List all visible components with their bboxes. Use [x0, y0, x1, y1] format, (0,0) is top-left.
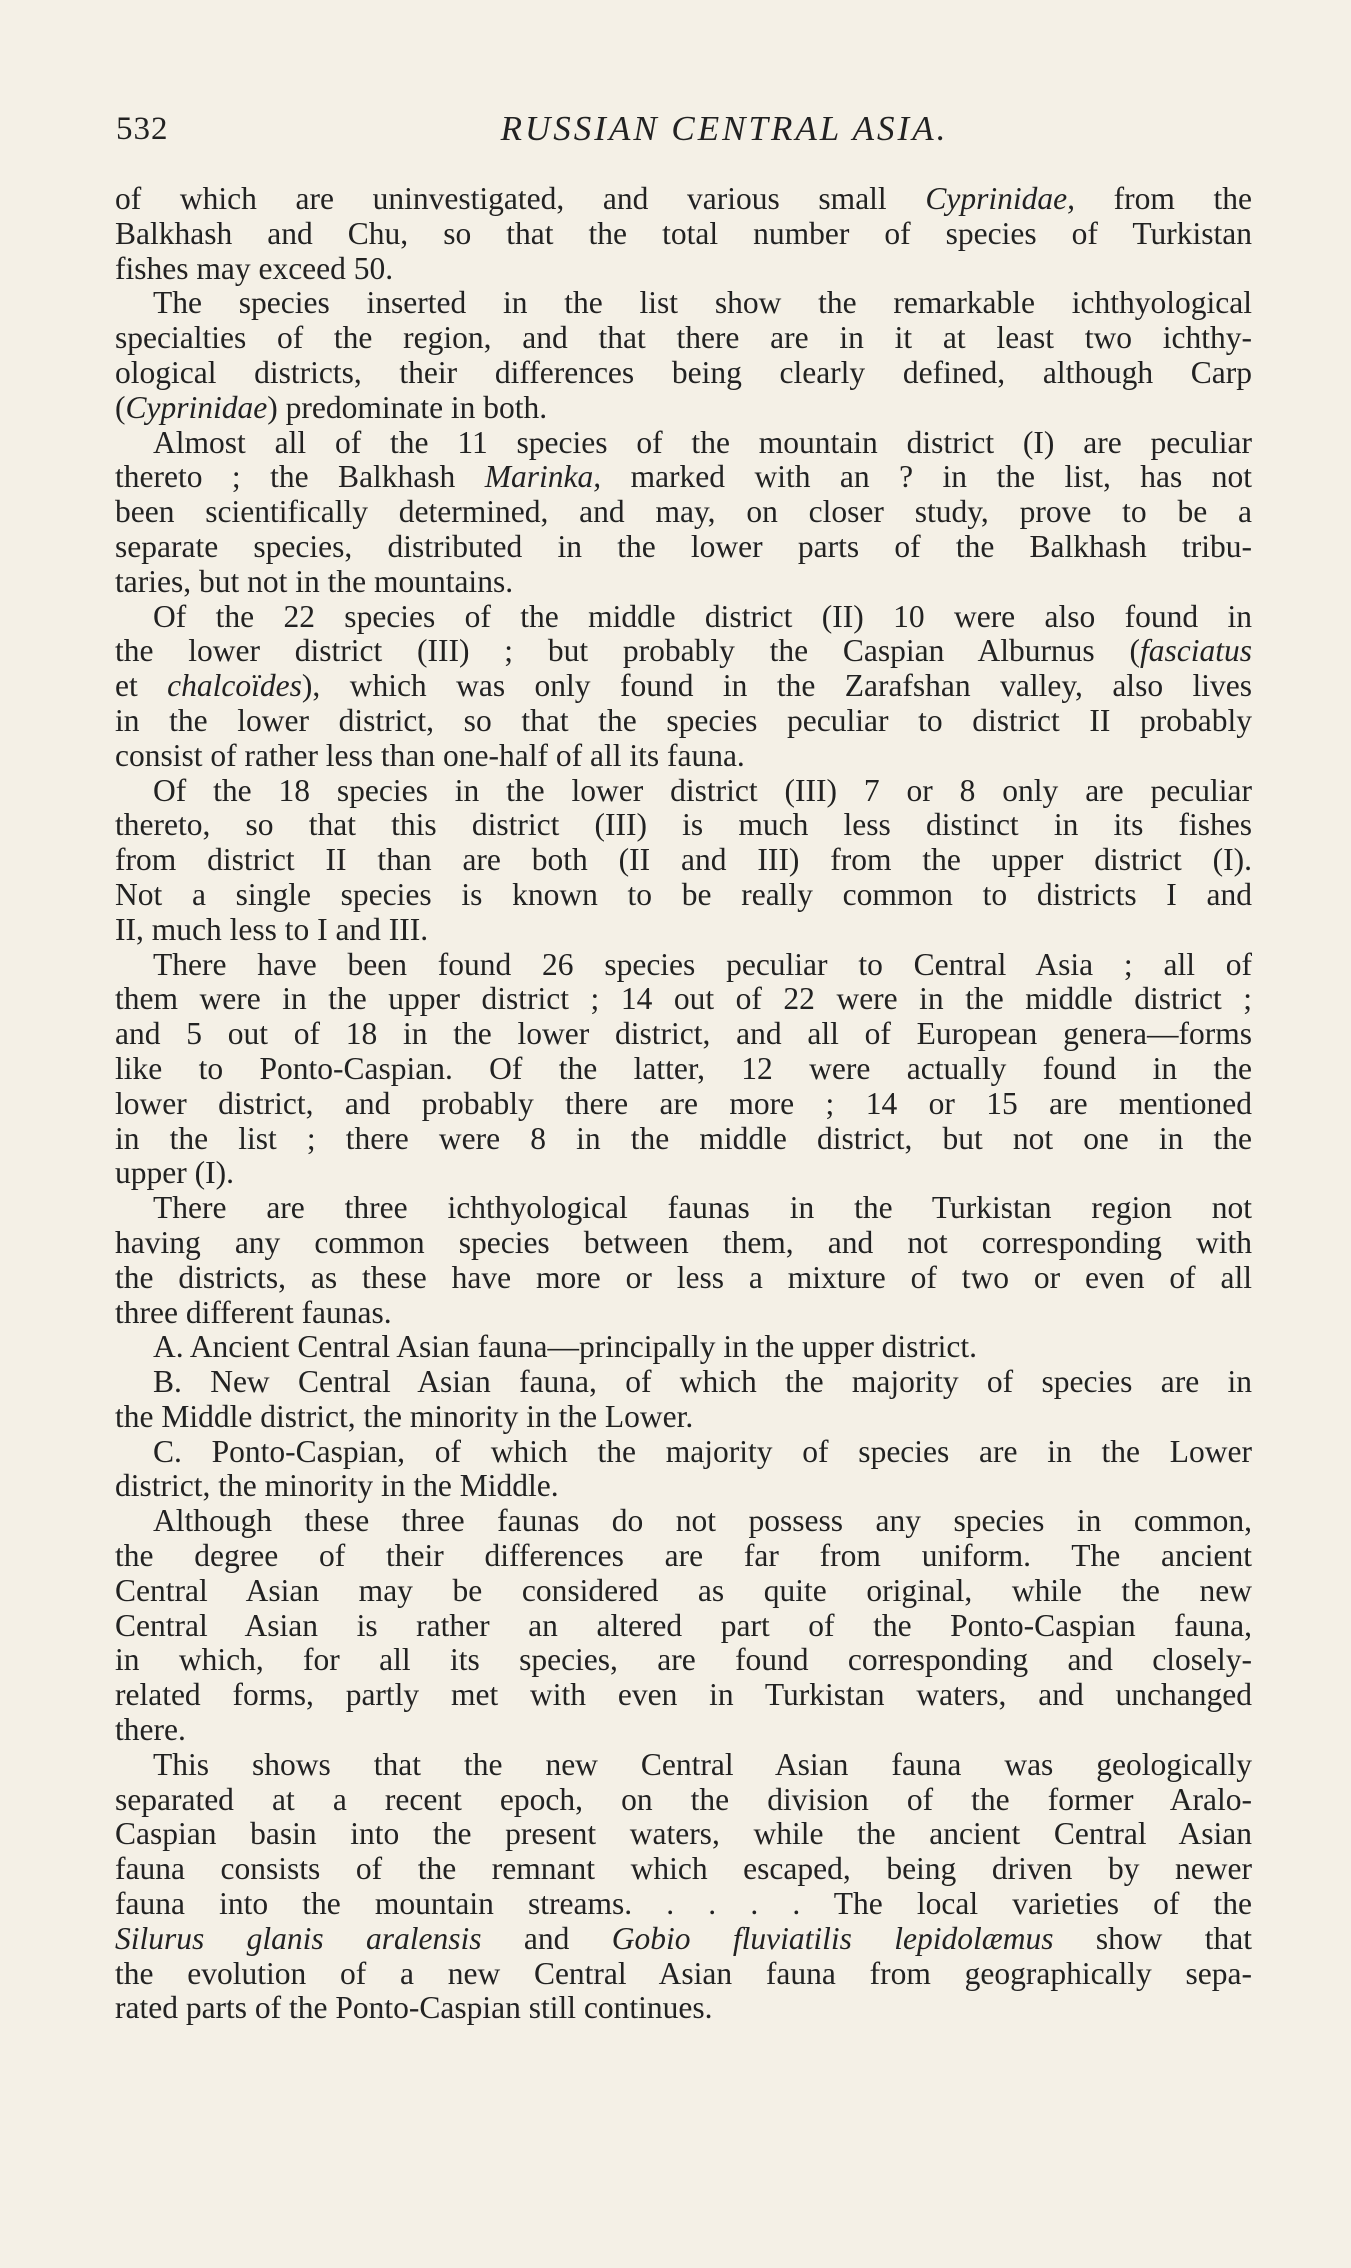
text-run: C. Ponto-Caspian, of which the majority of species are in the Lower — [153, 1433, 1252, 1469]
text-run: ological districts, their differences being clearly defined, although Carp — [115, 354, 1252, 390]
text-run: having any common species between them, and not corresponding with — [115, 1224, 1252, 1260]
text-run: consist of rather less than one-half of all its fauna. — [115, 737, 745, 773]
italic-text: Gobio fluviatilis lepidolæmus — [611, 1920, 1054, 1956]
italic-text: Cyprinidae — [125, 389, 268, 425]
text-line — [115, 669, 1252, 704]
text-line — [115, 321, 1252, 356]
text-line — [115, 1922, 1252, 1957]
text-run: rated parts of the Ponto-Caspian still continues. — [115, 1990, 713, 2026]
text-line — [115, 808, 1252, 843]
text-line — [115, 1052, 1252, 1087]
text-run: from the — [1074, 181, 1253, 216]
text-run: the lower district (III) ; but probably the Caspian Alburnus ( — [115, 633, 1140, 669]
text-line — [115, 1191, 1252, 1226]
text-line — [115, 530, 1252, 565]
text-line — [115, 1017, 1252, 1052]
text-run: lower district, and probably there are more ; 14 or 15 are mentioned — [115, 1085, 1252, 1121]
text-line — [115, 1504, 1252, 1539]
text-run: Caspian basin into the present waters, while the ancient Central Asian — [115, 1816, 1252, 1852]
text-line — [115, 704, 1252, 739]
text-run: thereto ; the Balkhash — [115, 459, 485, 495]
text-line — [115, 286, 1252, 321]
running-title: RUSSIAN CENTRAL ASIA. — [500, 109, 949, 148]
text-line — [115, 1609, 1252, 1644]
text-line — [115, 217, 1252, 252]
text-line — [115, 252, 1252, 287]
text-line — [115, 1852, 1252, 1887]
text-line — [115, 460, 1252, 495]
text-run: thereto, so that this district (III) is much less distinct in its fishes — [115, 807, 1252, 843]
text-line — [115, 1365, 1252, 1400]
text-line — [115, 1156, 1252, 1191]
text-run: A. Ancient Central Asian fauna—principally in the upper district. — [153, 1329, 978, 1365]
text-run: there. — [115, 1712, 186, 1748]
text-run: ), which was only found in the Zarafshan valley, also lives — [301, 668, 1253, 704]
text-run: fauna consists of the remnant which escaped, being driven by newer — [115, 1851, 1252, 1887]
text-line — [115, 1957, 1252, 1992]
text-run: B. New Central Asian fauna, of which the majority of species are in — [153, 1364, 1252, 1400]
text-line — [115, 913, 1252, 948]
text-line — [115, 774, 1252, 809]
text-run: specialties of the region, and that there are in it at least two ichthy- — [115, 320, 1252, 356]
text-line — [115, 1887, 1252, 1922]
text-run: fishes may exceed 50. — [115, 250, 394, 286]
text-run: separated at a recent epoch, on the division of the former Aralo- — [115, 1781, 1252, 1817]
text-run: This shows that the new Central Asian fauna was geologically — [153, 1746, 1252, 1782]
italic-text: chalcoïdes — [167, 668, 302, 704]
text-run: Balkhash and Chu, so that the total number of species of Turkistan — [115, 215, 1252, 251]
text-run: in the lower district, so that the species peculiar to district II probably — [115, 702, 1252, 738]
text-run: the Middle district, the minority in the Lower. — [115, 1398, 694, 1434]
body-text — [115, 182, 1252, 2026]
text-run: of which are uninvestigated, and various small — [115, 181, 926, 216]
text-line — [115, 878, 1252, 913]
italic-text: Marinka, — [484, 459, 602, 495]
text-line — [115, 1643, 1252, 1678]
text-run: three different faunas. — [115, 1294, 392, 1330]
text-line — [115, 1122, 1252, 1157]
text-run: and — [481, 1920, 612, 1956]
text-run: Not a single species is known to be really common to districts I and — [115, 876, 1252, 912]
text-run: There are three ichthyological faunas in the Turkistan region not — [153, 1190, 1252, 1226]
text-line — [115, 1574, 1252, 1609]
text-line — [115, 1296, 1252, 1331]
text-line — [115, 1226, 1252, 1261]
text-line — [115, 843, 1252, 878]
italic-text: Cyprinidae, — [925, 181, 1075, 216]
text-run: the degree of their differences are far from uniform. The ancient — [115, 1538, 1252, 1574]
text-line — [115, 1817, 1252, 1852]
text-run: like to Ponto-Caspian. Of the latter, 12 were actually found in the — [115, 1050, 1252, 1086]
text-run: Central Asian is rather an altered part of the Ponto-Caspian fauna, — [115, 1607, 1252, 1643]
text-line — [115, 1713, 1252, 1748]
text-run: and 5 out of 18 in the lower district, and all of European genera—forms — [115, 1016, 1252, 1052]
text-line — [115, 565, 1252, 600]
text-line — [115, 391, 1252, 426]
text-run: fauna into the mountain streams. . . . . The local varieties of the — [115, 1886, 1252, 1922]
text-line — [115, 948, 1252, 983]
text-line — [115, 1678, 1252, 1713]
text-run: in the list ; there were 8 in the middle district, but not one in the — [115, 1120, 1252, 1156]
page-number: 532 — [116, 111, 169, 147]
text-run: There have been found 26 species peculiar to Central Asia ; all of — [153, 946, 1252, 982]
text-run: ) predominate in both. — [267, 389, 548, 425]
text-line — [115, 739, 1252, 774]
text-line — [115, 495, 1252, 530]
text-line — [115, 1087, 1252, 1122]
text-run: marked with an ? in the list, has not — [601, 459, 1252, 495]
running-head — [116, 105, 1253, 155]
text-line — [115, 1991, 1252, 2026]
text-line — [115, 182, 1252, 217]
text-run: the districts, as these have more or less a mixture of two or even of all — [115, 1259, 1252, 1295]
text-run: upper (I). — [115, 1155, 234, 1191]
text-run: related forms, partly met with even in Turkistan waters, and unchanged — [115, 1677, 1252, 1713]
text-run: been scientifically determined, and may, on closer study, prove to be a — [115, 494, 1252, 530]
text-run: separate species, distributed in the lower parts of the Balkhash tribu- — [115, 528, 1252, 564]
text-run: taries, but not in the mountains. — [115, 563, 514, 599]
text-line — [115, 1261, 1252, 1296]
text-run: et — [115, 668, 168, 704]
text-run: ( — [115, 389, 126, 425]
italic-text: fasciatus — [1139, 633, 1252, 669]
text-line — [115, 982, 1252, 1017]
text-run: the evolution of a new Central Asian fauna from geographically sepa- — [115, 1955, 1252, 1991]
text-line — [115, 1539, 1252, 1574]
text-run: Central Asian may be considered as quite original, while the new — [115, 1572, 1252, 1608]
text-line — [115, 356, 1252, 391]
text-run: show that — [1053, 1920, 1252, 1956]
text-run: Of the 18 species in the lower district (III) 7 or 8 only are peculiar — [153, 772, 1252, 808]
text-run: them were in the upper district ; 14 out of 22 were in the middle district ; — [115, 981, 1252, 1017]
text-run: The species inserted in the list show the remarkable ichthyological — [153, 285, 1252, 321]
text-line — [115, 1435, 1252, 1470]
text-run: from district II than are both (II and III) from the upper district (I). — [115, 842, 1252, 878]
text-run: Although these three faunas do not possess any species in common, — [153, 1503, 1252, 1539]
text-run: II, much less to I and III. — [115, 911, 429, 947]
text-line — [115, 1783, 1252, 1818]
text-run: Almost all of the 11 species of the mountain district (I) are peculiar — [153, 424, 1252, 460]
text-line — [115, 1330, 1252, 1365]
text-line — [115, 1469, 1252, 1504]
text-line — [115, 634, 1252, 669]
text-run: district, the minority in the Middle. — [115, 1468, 559, 1504]
text-run: Of the 22 species of the middle district (II) 10 were also found in — [153, 598, 1252, 634]
text-line — [115, 426, 1252, 461]
text-run: in which, for all its species, are found corresponding and closely- — [115, 1642, 1252, 1678]
text-line — [115, 1400, 1252, 1435]
text-line — [115, 1748, 1252, 1783]
italic-text: Silurus glanis aralensis — [115, 1920, 482, 1956]
text-line — [115, 600, 1252, 635]
